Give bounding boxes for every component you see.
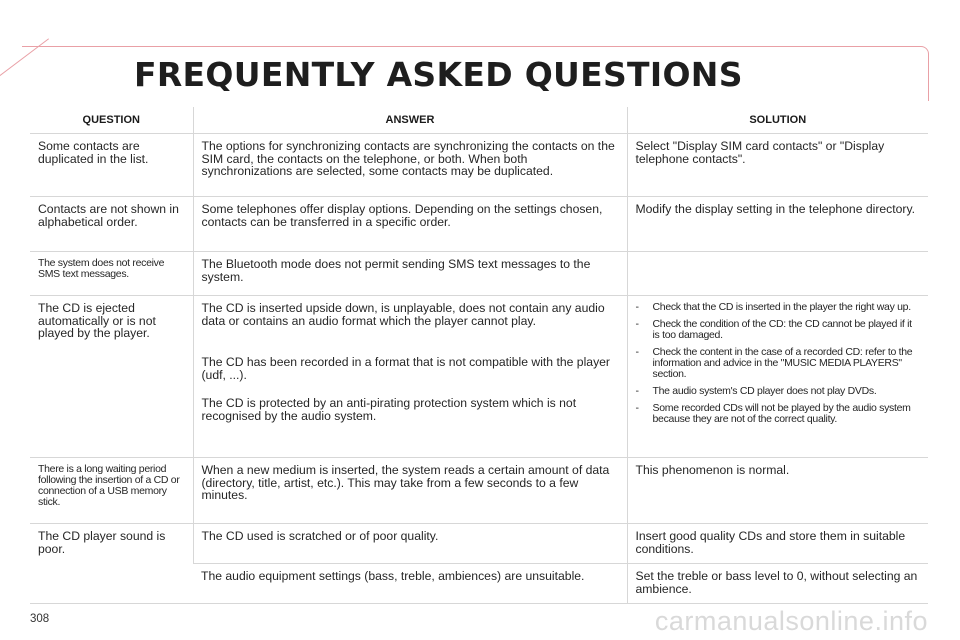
solution-cell: Set the treble or bass level to 0, without selecting an ambience. xyxy=(627,564,928,604)
answer-text: The audio equipment settings (bass, treble, ambiences) are unsuitable. xyxy=(201,569,585,583)
answer-cell xyxy=(193,197,627,252)
faq-table xyxy=(30,107,928,604)
solution-cell xyxy=(627,296,928,458)
question-cell: Some contacts are duplicated in the list. xyxy=(30,134,193,197)
table-row xyxy=(30,524,928,564)
list-item: - Check the condition of the CD: the CD cannot be played if it is too damaged. xyxy=(635,318,912,341)
page-number: 308 xyxy=(30,613,50,625)
answer-text: The Bluetooth mode does not permit sending SMS text messages to the system. xyxy=(201,257,591,284)
question-cell: The CD player sound is poor. xyxy=(30,524,193,604)
solution-cell: Insert good quality CDs and store them in suitable conditions. xyxy=(627,524,928,564)
watermark: carmanualsonline.info xyxy=(654,606,928,636)
answer-cell xyxy=(193,296,627,458)
answer-text: The CD is protected by an anti-pirating protection system which is not recognised by the audio system. xyxy=(201,396,577,423)
answer-text: When a new medium is inserted, the system reads a certain amount of data (directory, title, artist, etc.). This may take from a few seconds to a few minutes. xyxy=(201,463,610,502)
header-solution: SOLUTION xyxy=(627,107,928,134)
answer-text: The options for synchronizing contacts are synchronizing the contacts on the SIM card, the contacts on the telephone, or both. When both synchronizations are selected, some contacts may be duplicated. xyxy=(201,139,615,178)
question-cell: There is a long waiting period following the insertion of a CD or connection of a USB memory stick. xyxy=(30,458,193,524)
answer-text: The CD used is scratched or of poor quality. xyxy=(201,529,439,543)
solution-cell: Modify the display setting in the telephone directory. xyxy=(627,197,928,252)
solution-cell: Select "Display SIM card contacts" or "Display telephone contacts". xyxy=(627,134,928,197)
list-item: - Some recorded CDs will not be played by the audio system because they are not of the correct quality. xyxy=(635,402,911,425)
answer-cell xyxy=(193,524,627,564)
page-title: FREQUENTLY ASKED QUESTIONS xyxy=(134,55,743,94)
table-row xyxy=(30,197,928,252)
list-item: - The audio system's CD player does not play DVDs. xyxy=(635,385,877,397)
header-answer: ANSWER xyxy=(193,107,627,134)
header-question: QUESTION xyxy=(30,107,193,134)
question-cell: The system does not receive SMS text messages. xyxy=(30,252,193,296)
answer-cell xyxy=(193,564,627,604)
answer-cell xyxy=(193,458,627,524)
answer-text: The CD is inserted upside down, is unplayable, does not contain any audio data or contains an audio format which the player cannot play. xyxy=(201,301,605,328)
solution-list xyxy=(636,302,922,425)
question-cell: The CD is ejected automatically or is not played by the player. xyxy=(30,296,193,458)
answer-text: Some telephones offer display options. Depending on the settings chosen, contacts can be transferred in a specific order. xyxy=(201,202,603,229)
list-item: - Check the content in the case of a recorded CD: refer to the information and advice in the "MUSIC MEDIA PLAYERS" section. xyxy=(635,346,913,380)
table-row xyxy=(30,252,928,296)
answer-cell xyxy=(193,134,627,197)
question-cell: Contacts are not shown in alphabetical order. xyxy=(30,197,193,252)
table-row xyxy=(30,458,928,524)
answer-cell xyxy=(193,252,627,296)
solution-cell: This phenomenon is normal. xyxy=(627,458,928,524)
table-row xyxy=(30,134,928,197)
table-row xyxy=(30,296,928,458)
list-item: - Check that the CD is inserted in the player the right way up. xyxy=(635,301,911,313)
answer-text: The CD has been recorded in a format that is not compatible with the player (udf, ...). xyxy=(201,355,610,382)
solution-cell xyxy=(627,252,928,296)
table-header-row xyxy=(30,107,928,134)
